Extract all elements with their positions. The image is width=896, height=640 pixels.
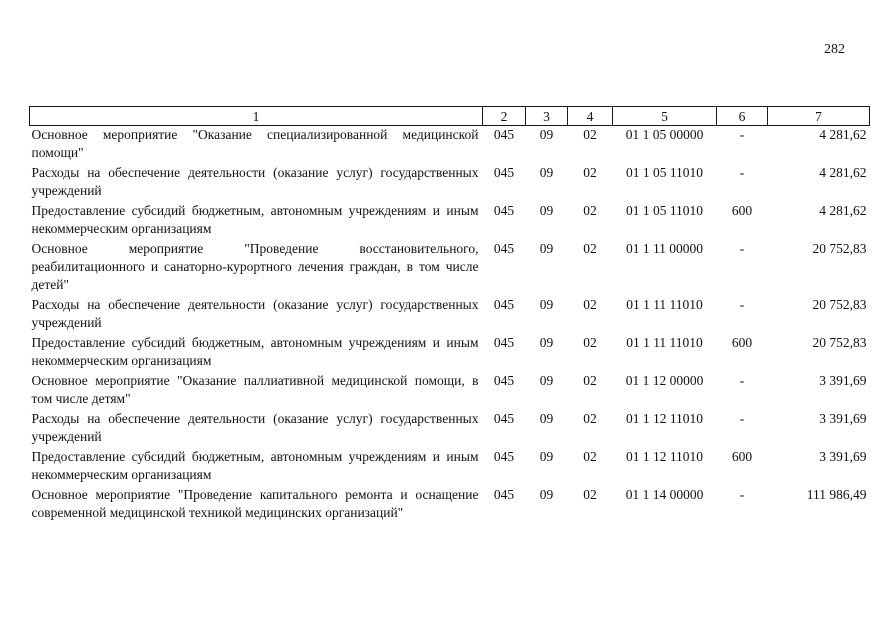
row-name-cell: Основное мероприятие "Оказание паллиативной медицинской помощи, в том числе детям" xyxy=(31,373,479,406)
row-expense-type-cell: - xyxy=(739,241,745,256)
header-cell-3: 3 xyxy=(526,107,568,126)
row-section-code-cell: 09 xyxy=(539,487,554,502)
row-target-article-cell: 01 1 12 11010 xyxy=(625,449,704,464)
row-name-cell: Предоставление субсидий бюджетным, автономным учреждениям и иным некоммерческим организациям xyxy=(31,449,479,482)
row-target-article-cell: 01 1 12 00000 xyxy=(625,373,704,388)
row-expense-type-cell: - xyxy=(739,297,745,312)
row-amount-cell: 3 391,69 xyxy=(819,411,867,426)
row-ministry-code-cell: 045 xyxy=(493,127,515,142)
row-name-cell: Расходы на обеспечение деятельности (оказание услуг) государственных учреждений xyxy=(31,411,479,444)
table-row xyxy=(30,334,870,372)
row-name-cell: Предоставление субсидий бюджетным, автономным учреждениям и иным некоммерческим организациям xyxy=(31,335,479,368)
table-row xyxy=(30,202,870,240)
row-expense-type-cell: 600 xyxy=(731,335,753,350)
row-ministry-code-cell: 045 xyxy=(493,335,515,350)
row-expense-type-cell: 600 xyxy=(731,449,753,464)
header-cell-4: 4 xyxy=(568,107,613,126)
row-expense-type-cell: - xyxy=(739,165,745,180)
row-section-code-cell: 09 xyxy=(539,127,554,142)
table-row xyxy=(30,164,870,202)
row-section-code-cell: 09 xyxy=(539,449,554,464)
row-amount-cell: 3 391,69 xyxy=(819,449,867,464)
row-target-article-cell: 01 1 11 11010 xyxy=(626,297,703,312)
row-ministry-code-cell: 045 xyxy=(493,449,515,464)
row-name-cell: Расходы на обеспечение деятельности (оказание услуг) государственных учреждений xyxy=(31,297,479,330)
row-amount-cell: 20 752,83 xyxy=(812,335,867,350)
table-row xyxy=(30,372,870,410)
header-row xyxy=(30,107,870,126)
row-expense-type-cell: - xyxy=(739,411,745,426)
table-row xyxy=(30,486,870,524)
header-cell-2: 2 xyxy=(483,107,526,126)
row-name-cell: Расходы на обеспечение деятельности (оказание услуг) государственных учреждений xyxy=(31,165,479,198)
row-name-cell: Основное мероприятие "Проведение капитального ремонта и оснащение современной медицинской техникой медицинских организаций" xyxy=(31,487,479,520)
row-expense-type-cell: 600 xyxy=(731,203,753,218)
row-subsection-code-cell: 02 xyxy=(583,203,597,218)
row-subsection-code-cell: 02 xyxy=(583,241,597,256)
row-target-article-cell: 01 1 05 11010 xyxy=(625,203,704,218)
row-subsection-code-cell: 02 xyxy=(583,487,597,502)
row-name-cell: Основное мероприятие "Проведение восстановительного, реабилитационного и санаторно-курортного лечения граждан, в том числе детей" xyxy=(31,241,479,292)
header-cell-1: 1 xyxy=(30,107,483,126)
table-row xyxy=(30,448,870,486)
row-subsection-code-cell: 02 xyxy=(583,373,597,388)
row-amount-cell: 20 752,83 xyxy=(812,241,867,256)
row-name-cell: Основное мероприятие "Оказание специализированной медицинской помощи" xyxy=(31,127,479,160)
row-subsection-code-cell: 02 xyxy=(583,449,597,464)
row-section-code-cell: 09 xyxy=(539,335,554,350)
row-section-code-cell: 09 xyxy=(539,373,554,388)
row-subsection-code-cell: 02 xyxy=(583,165,597,180)
row-target-article-cell: 01 1 05 00000 xyxy=(625,127,704,142)
row-target-article-cell: 01 1 11 00000 xyxy=(625,241,704,256)
table-header xyxy=(30,107,870,126)
row-amount-cell: 4 281,62 xyxy=(819,165,867,180)
row-target-article-cell: 01 1 11 11010 xyxy=(626,335,703,350)
row-name-cell: Предоставление субсидий бюджетным, автономным учреждениям и иным некоммерческим организациям xyxy=(31,203,479,236)
row-target-article-cell: 01 1 12 11010 xyxy=(625,411,704,426)
row-subsection-code-cell: 02 xyxy=(583,297,597,312)
row-ministry-code-cell: 045 xyxy=(493,165,515,180)
table-row xyxy=(30,240,870,296)
header-cell-7: 7 xyxy=(768,107,870,126)
row-amount-cell: 4 281,62 xyxy=(819,203,867,218)
row-section-code-cell: 09 xyxy=(539,165,554,180)
header-cell-5: 5 xyxy=(613,107,717,126)
row-target-article-cell: 01 1 14 00000 xyxy=(625,487,704,502)
row-section-code-cell: 09 xyxy=(539,411,554,426)
row-target-article-cell: 01 1 05 11010 xyxy=(625,165,704,180)
row-ministry-code-cell: 045 xyxy=(493,241,515,256)
row-subsection-code-cell: 02 xyxy=(583,411,597,426)
row-ministry-code-cell: 045 xyxy=(493,373,515,388)
row-ministry-code-cell: 045 xyxy=(493,297,515,312)
row-subsection-code-cell: 02 xyxy=(583,335,597,350)
row-ministry-code-cell: 045 xyxy=(493,487,515,502)
row-expense-type-cell: - xyxy=(739,127,745,142)
row-expense-type-cell: - xyxy=(739,373,745,388)
row-section-code-cell: 09 xyxy=(539,203,554,218)
row-amount-cell: 4 281,62 xyxy=(819,127,867,142)
row-amount-cell: 20 752,83 xyxy=(812,297,867,312)
row-amount-cell: 3 391,69 xyxy=(819,373,867,388)
row-section-code-cell: 09 xyxy=(539,297,554,312)
row-expense-type-cell: - xyxy=(739,487,745,502)
row-subsection-code-cell: 02 xyxy=(583,127,597,142)
table-row xyxy=(30,296,870,334)
table-row xyxy=(30,126,870,165)
row-amount-cell: 111 986,49 xyxy=(806,487,867,502)
budget-table xyxy=(29,106,870,524)
header-cell-6: 6 xyxy=(717,107,768,126)
table-body xyxy=(30,126,870,525)
row-section-code-cell: 09 xyxy=(539,241,554,256)
page-number: 282 xyxy=(824,42,845,57)
row-ministry-code-cell: 045 xyxy=(493,411,515,426)
row-ministry-code-cell: 045 xyxy=(493,203,515,218)
table-row xyxy=(30,410,870,448)
